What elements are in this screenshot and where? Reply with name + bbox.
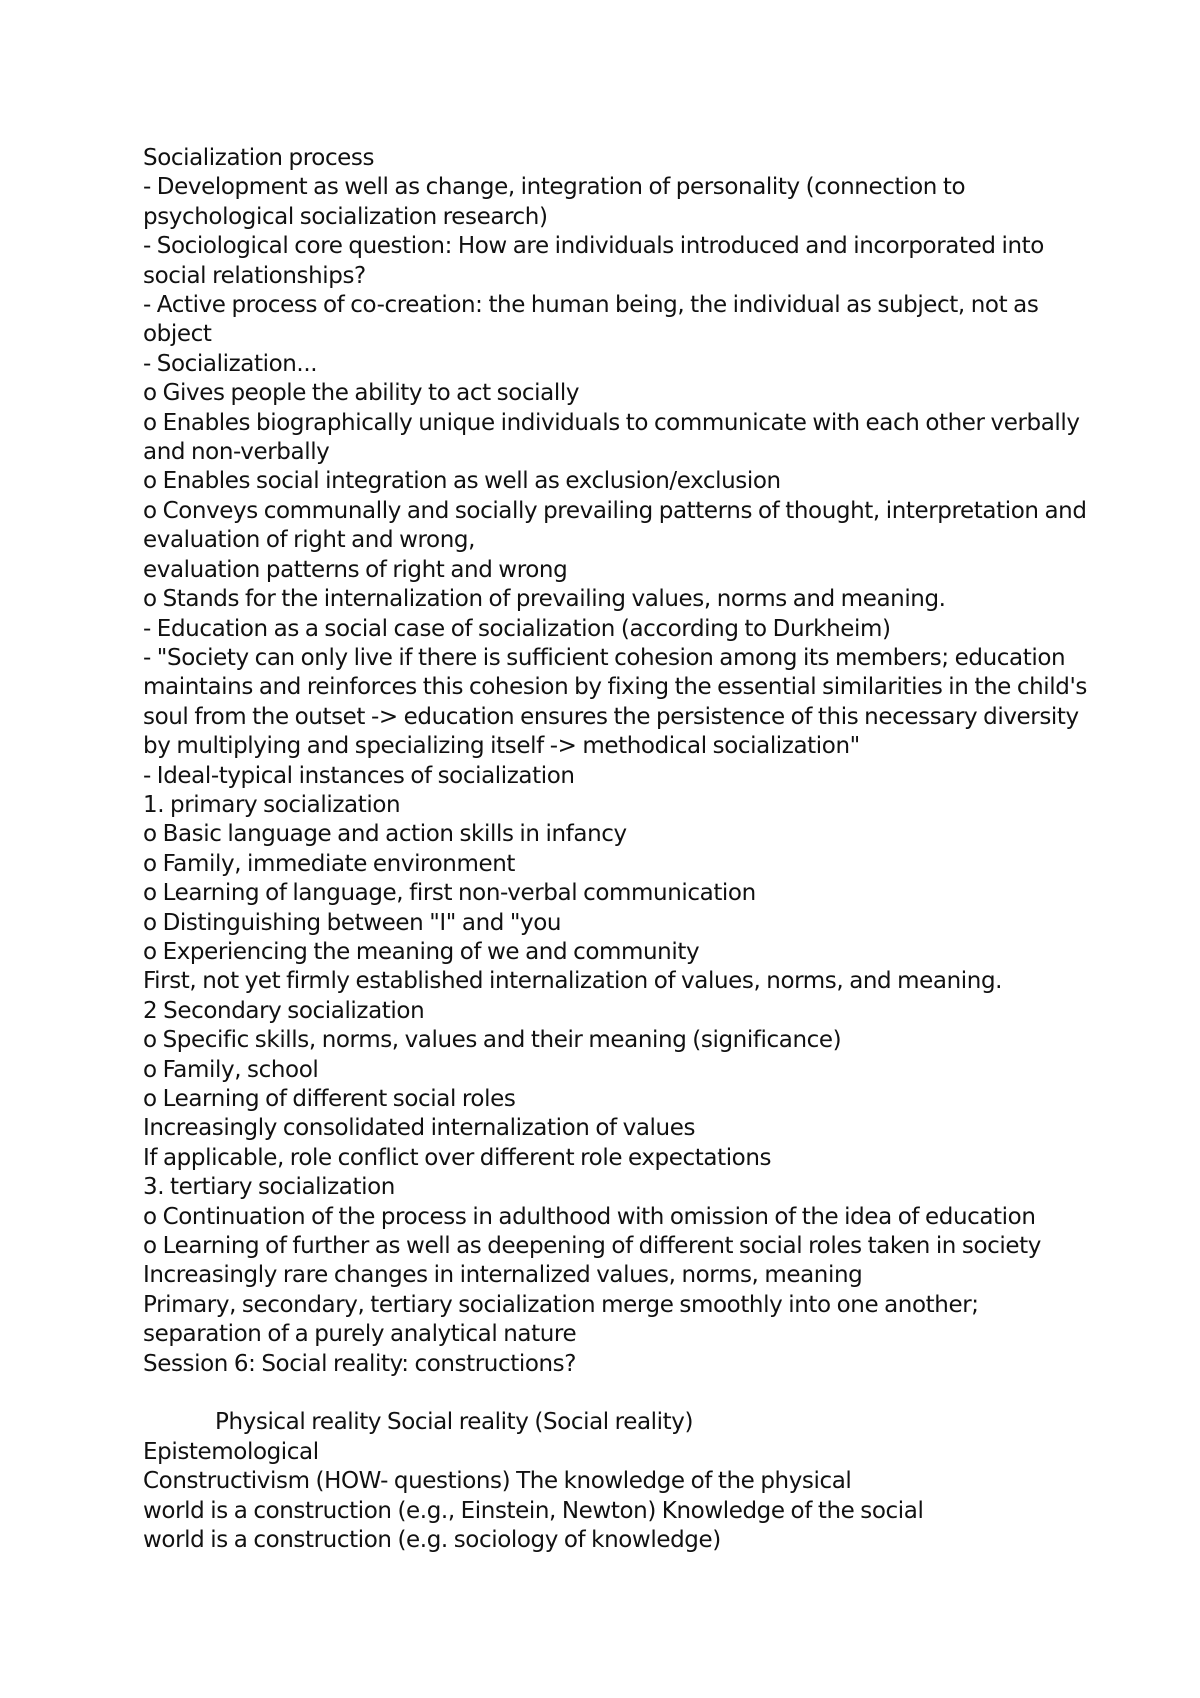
text-line: - Active process of co-creation: the human being, the individual as subject, not as (143, 292, 1039, 319)
section-heading-tertiary: 3. tertiary socialization (143, 1174, 395, 1201)
bullet-line: o Basic language and action skills in infancy (143, 821, 627, 848)
bullet-line: o Learning of further as well as deepening of different social roles taken in society (143, 1233, 1041, 1260)
text-line: and non-verbally (143, 439, 330, 466)
text-line: If applicable, role conflict over different role expectations (143, 1144, 772, 1171)
text-line: Increasingly consolidated internalization of values (143, 1115, 696, 1142)
document-text (143, 144, 1103, 1555)
quote-line: by multiplying and specializing itself -> methodical socialization" (143, 733, 860, 760)
text-line: - Sociological core question: How are individuals introduced and incorporated into (143, 233, 1044, 260)
bullet-line: o Enables biographically unique individuals to communicate with each other verbally (143, 409, 1080, 436)
text-line: First, not yet firmly established internalization of values, norms, and meaning. (143, 968, 1003, 995)
text-line: - Ideal-typical instances of socialization (143, 762, 575, 789)
blank-line (143, 1379, 1103, 1408)
text-line: psychological socialization research) (143, 203, 548, 230)
bullet-line: o Distinguishing between "I" and "you (143, 909, 562, 936)
bullet-line: o Conveys communally and socially prevailing patterns of thought, interpretation and (143, 497, 1087, 524)
heading-socialization-process: Socialization process (143, 145, 375, 171)
text-line: Increasingly rare changes in internalized values, norms, meaning (143, 1262, 863, 1289)
quote-line: soul from the outset -> education ensures the persistence of this necessary diversity (143, 703, 1079, 730)
section-heading-primary: 1. primary socialization (143, 791, 401, 818)
text-line: social relationships? (143, 262, 366, 289)
section-heading-secondary: 2 Secondary socialization (143, 997, 425, 1024)
text-line: evaluation patterns of right and wrong (143, 556, 568, 583)
text-line: - Socialization... (143, 350, 318, 377)
text-line: evaluation of right and wrong, (143, 527, 476, 554)
bullet-line: o Family, immediate environment (143, 850, 516, 877)
text-line: - Education as a social case of socialization (according to Durkheim) (143, 615, 891, 642)
table-line: Epistemological (143, 1438, 319, 1465)
bullet-line: o Family, school (143, 1056, 319, 1083)
table-header-line: Physical reality Social reality (Social reality) (215, 1409, 694, 1436)
table-line: world is a construction (e.g. sociology of knowledge) (143, 1527, 721, 1554)
text-line: Primary, secondary, tertiary socialization merge smoothly into one another; (143, 1291, 979, 1318)
quote-line: - "Society can only live if there is sufficient cohesion among its members; education (143, 644, 1066, 671)
text-line: separation of a purely analytical nature (143, 1321, 577, 1348)
text-line: - Development as well as change, integration of personality (connection to (143, 174, 966, 201)
bullet-line: o Learning of different social roles (143, 1086, 516, 1112)
bullet-line: o Learning of language, first non-verbal communication (143, 880, 756, 907)
quote-line: maintains and reinforces this cohesion by fixing the essential similarities in the child's (143, 674, 1087, 701)
bullet-line: o Stands for the internalization of prevailing values, norms and meaning. (143, 586, 946, 613)
bullet-line: o Enables social integration as well as exclusion/exclusion (143, 468, 781, 495)
table-line: Constructivism (HOW- questions) The knowledge of the physical (143, 1468, 852, 1495)
bullet-line: o Continuation of the process in adulthood with omission of the idea of education (143, 1203, 1036, 1230)
bullet-line: o Gives people the ability to act socially (143, 380, 580, 407)
text-line: object (143, 321, 212, 348)
table-line: world is a construction (e.g., Einstein, Newton) Knowledge of the social (143, 1497, 924, 1524)
bullet-line: o Experiencing the meaning of we and community (143, 938, 700, 965)
bullet-line: o Specific skills, norms, values and their meaning (significance) (143, 1027, 842, 1054)
session-heading: Session 6: Social reality: constructions? (143, 1350, 577, 1377)
